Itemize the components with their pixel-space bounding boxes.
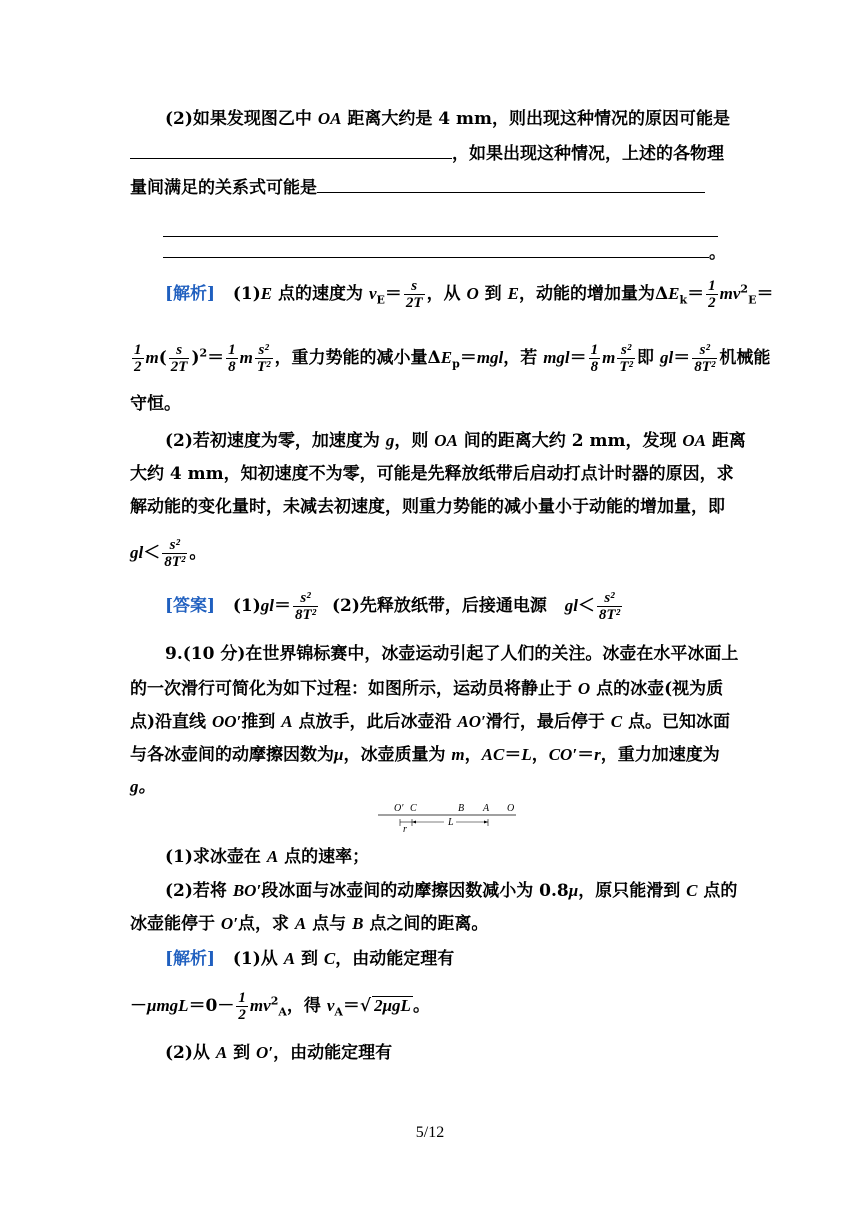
q2-prompt-line1: (2)如果发现图乙中 OA 距离大约是 4 mm，则出现这种情况的原因可能是 [165, 109, 731, 129]
problem9-q2-line1: (2)若将 BO′段冰面与冰壶间的动摩擦因数减小为 0.8μ，原只能滑到 C 点的 [165, 881, 738, 901]
problem9-line3: 点)沿直线 OO′推到 A 点放手，此后冰壶沿 AO′滑行，最后停于 C 点。已知冰面 [130, 712, 731, 732]
label-a: A [483, 803, 490, 814]
label-c: C [410, 803, 417, 814]
answer-blank-line[interactable]: 。 [163, 243, 726, 262]
label-r: r [403, 824, 407, 834]
label-b: B [458, 803, 465, 814]
label-o-prime: O′ [394, 803, 404, 814]
problem9-q2-line2: 冰壶能停于 O′点，求 A 点与 B 点之间的距离。 [130, 914, 489, 934]
page-number: 5/12 [415, 1124, 445, 1141]
problem9-q1: (1)求冰壶在 A 点的速率； [165, 847, 370, 867]
solution-line1: [解析] (1)E 点的速度为 $v_E=$ $\frac{s}{2T}$ ，从 O 到 E，动能的增加量为$\Delta E_k=$ $\frac{1}{2}$ $mv^2_E=$ [165, 278, 774, 311]
solution-line2: $\frac{1}{2}$ m( $\frac{s}{2T}$ )$^2$＝ $\frac{1}{8}$ m $\frac{\text{s²}}{\text{T²}}$ ，重力势能的减小量$\Delta E_p=mgl$，若 mgl＝ $\frac{1}{8}$ m $\frac{\text{s²}}{\text{T²}}$ 即 gl＝ $\frac{\text{s²}}{\text{8T²}}$ 机械能 [134, 342, 771, 375]
solution-p2-line3: 解动能的变化量时，未减去初速度，则重力势能的减小量小于动能的增加量，即 [130, 497, 725, 517]
answer-line: [答案] (1)gl＝ $\frac{\text{s²}}{\text{8T²}}$ (2)先释放纸带，后接通电源 gl＜ $\frac{\text{s²}}{\text{8T²}}$ [165, 590, 621, 623]
solution9-tag: [解析] [165, 949, 216, 969]
problem9-line4: 与各冰壶间的动摩擦因数为μ，冰壶质量为 m，AC＝L，CO′＝r，重力加速度为 [130, 745, 720, 765]
label-l: L [448, 817, 454, 828]
problem9-line2: 的一次滑行可简化为如下过程：如图所示，运动员将静止于 O 点的冰壶(视为质 [130, 679, 724, 699]
answer-tag: [答案] [165, 596, 216, 616]
label-o: O [507, 803, 515, 814]
solution9-line3: (2)从 A 到 O′，由动能定理有 [165, 1043, 393, 1063]
solution9-line2: －μmgL＝0－ $\frac{1}{2}$ $mv^2_A$，得 $v_A=√$ 2μgL 。 [130, 990, 430, 1023]
solution-tag: [解析] [165, 284, 216, 304]
answer-blank-line[interactable] [163, 222, 718, 241]
q2-prompt-line2: ，如果出现这种情况，上述的各物理 [130, 144, 724, 163]
solution9-line1: [解析] (1)从 A 到 C，由动能定理有 [165, 949, 455, 969]
curling-track-diagram [376, 800, 518, 834]
solution-p2-line2: 大约 4 mm，知初速度不为零，可能是先释放纸带后启动打点计时器的原因，求 [130, 464, 734, 484]
solution-line3: 守恒。 [130, 394, 181, 414]
answer-blank[interactable] [130, 144, 452, 159]
problem9-line1: 9.(10 分)在世界锦标赛中，冰壶运动引起了人们的关注。冰壶在水平冰面上 [165, 644, 739, 664]
q2-prompt-line3: 量间满足的关系式可能是 [130, 178, 705, 197]
solution-p2-line1: (2)若初速度为零，加速度为 g，则 OA 间的距离大约 2 mm，发现 OA 距离 [165, 431, 746, 451]
problem9-line5: g。 [130, 777, 156, 796]
answer-blank[interactable] [317, 178, 705, 193]
solution-p2-line4: gl＜ $\frac{\text{s²}}{\text{8T²}}$ 。 [130, 537, 207, 570]
